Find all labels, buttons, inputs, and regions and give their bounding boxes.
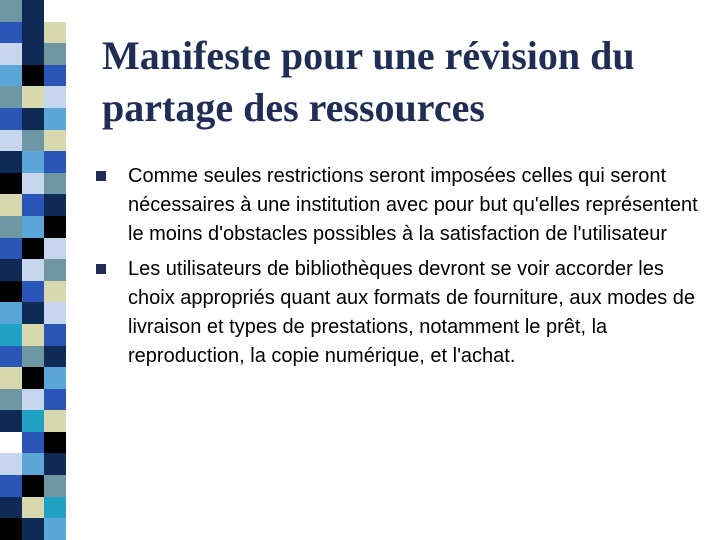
strip-cell [44, 108, 66, 130]
strip-cell [44, 453, 66, 475]
strip-cell [22, 238, 44, 260]
strip-row [0, 475, 66, 497]
strip-cell [44, 130, 66, 152]
strip-cell [22, 453, 44, 475]
strip-cell [0, 86, 22, 108]
strip-cell [22, 518, 44, 540]
strip-cell [44, 281, 66, 303]
strip-row [0, 346, 66, 368]
strip-cell [0, 497, 22, 519]
strip-cell [22, 216, 44, 238]
strip-cell [44, 367, 66, 389]
strip-row [0, 151, 66, 173]
strip-cell [0, 324, 22, 346]
strip-cell [22, 346, 44, 368]
strip-cell [44, 302, 66, 324]
strip-cell [44, 216, 66, 238]
bullet-text: Les utilisateurs de bibliothèques devront se voir accorder les choix appropriés quant aux formats de fourniture, aux modes de livraison et types de prestations, notamment le prêt, la reproduction, la copie numérique, et l'achat. [128, 258, 695, 367]
strip-row [0, 194, 66, 216]
strip-row [0, 497, 66, 519]
strip-cell [0, 238, 22, 260]
strip-cell [44, 518, 66, 540]
strip-row [0, 130, 66, 152]
strip-cell [0, 173, 22, 195]
strip-row [0, 86, 66, 108]
strip-row [0, 453, 66, 475]
bullet-text: Comme seules restrictions seront imposées celles qui seront nécessaires à une institution avec pour but qu'elles représentent le moins d'obstacles possibles à la satisfaction de l'utilisateur [128, 165, 698, 245]
strip-cell [0, 216, 22, 238]
bullet-item [96, 162, 708, 249]
strip-cell [0, 432, 22, 454]
strip-cell [44, 432, 66, 454]
strip-cell [0, 65, 22, 87]
strip-cell [0, 453, 22, 475]
strip-cell [22, 22, 44, 44]
bullet-item [96, 255, 708, 371]
strip-cell [22, 259, 44, 281]
strip-cell [0, 389, 22, 411]
square-bullet-icon [96, 171, 106, 181]
strip-cell [0, 0, 22, 22]
strip-cell [22, 432, 44, 454]
strip-cell [44, 194, 66, 216]
strip-cell [0, 259, 22, 281]
decorative-side-strip [0, 0, 66, 540]
strip-row [0, 216, 66, 238]
strip-cell [22, 65, 44, 87]
strip-row [0, 389, 66, 411]
strip-cell [0, 302, 22, 324]
strip-cell [44, 151, 66, 173]
strip-cell [22, 389, 44, 411]
strip-cell [44, 173, 66, 195]
strip-cell [0, 194, 22, 216]
bullet-list [96, 162, 708, 377]
strip-cell [22, 410, 44, 432]
slide-title: Manifeste pour une révision du partage des ressources [102, 33, 635, 130]
strip-cell [44, 86, 66, 108]
strip-cell [0, 475, 22, 497]
strip-cell [44, 475, 66, 497]
strip-row [0, 410, 66, 432]
strip-row [0, 302, 66, 324]
strip-cell [44, 65, 66, 87]
strip-cell [0, 367, 22, 389]
strip-cell [0, 130, 22, 152]
strip-cell [22, 497, 44, 519]
strip-cell [44, 389, 66, 411]
strip-cell [0, 346, 22, 368]
strip-cell [22, 0, 44, 22]
strip-cell [22, 86, 44, 108]
strip-cell [0, 518, 22, 540]
strip-cell [0, 151, 22, 173]
strip-cell [44, 410, 66, 432]
strip-cell [0, 22, 22, 44]
strip-cell [22, 173, 44, 195]
strip-cell [22, 302, 44, 324]
strip-cell [22, 281, 44, 303]
square-bullet-icon [96, 264, 106, 274]
strip-cell [44, 259, 66, 281]
strip-row [0, 281, 66, 303]
strip-cell [0, 281, 22, 303]
strip-cell [0, 108, 22, 130]
strip-row [0, 518, 66, 540]
strip-cell [44, 497, 66, 519]
strip-cell [44, 346, 66, 368]
strip-cell [22, 367, 44, 389]
strip-cell [44, 43, 66, 65]
strip-cell [22, 130, 44, 152]
strip-row [0, 65, 66, 87]
strip-cell [22, 151, 44, 173]
strip-row [0, 324, 66, 346]
strip-row [0, 43, 66, 65]
strip-row [0, 238, 66, 260]
strip-row [0, 432, 66, 454]
strip-cell [0, 410, 22, 432]
strip-row [0, 173, 66, 195]
strip-cell [22, 194, 44, 216]
strip-cell [44, 238, 66, 260]
strip-cell [22, 43, 44, 65]
strip-row [0, 22, 66, 44]
strip-cell [0, 43, 22, 65]
strip-row [0, 367, 66, 389]
strip-cell [22, 324, 44, 346]
strip-cell [44, 324, 66, 346]
strip-cell [44, 22, 66, 44]
strip-cell [22, 108, 44, 130]
strip-cell [22, 475, 44, 497]
strip-row [0, 259, 66, 281]
strip-cell [44, 0, 66, 22]
strip-row [0, 0, 66, 22]
strip-row [0, 108, 66, 130]
